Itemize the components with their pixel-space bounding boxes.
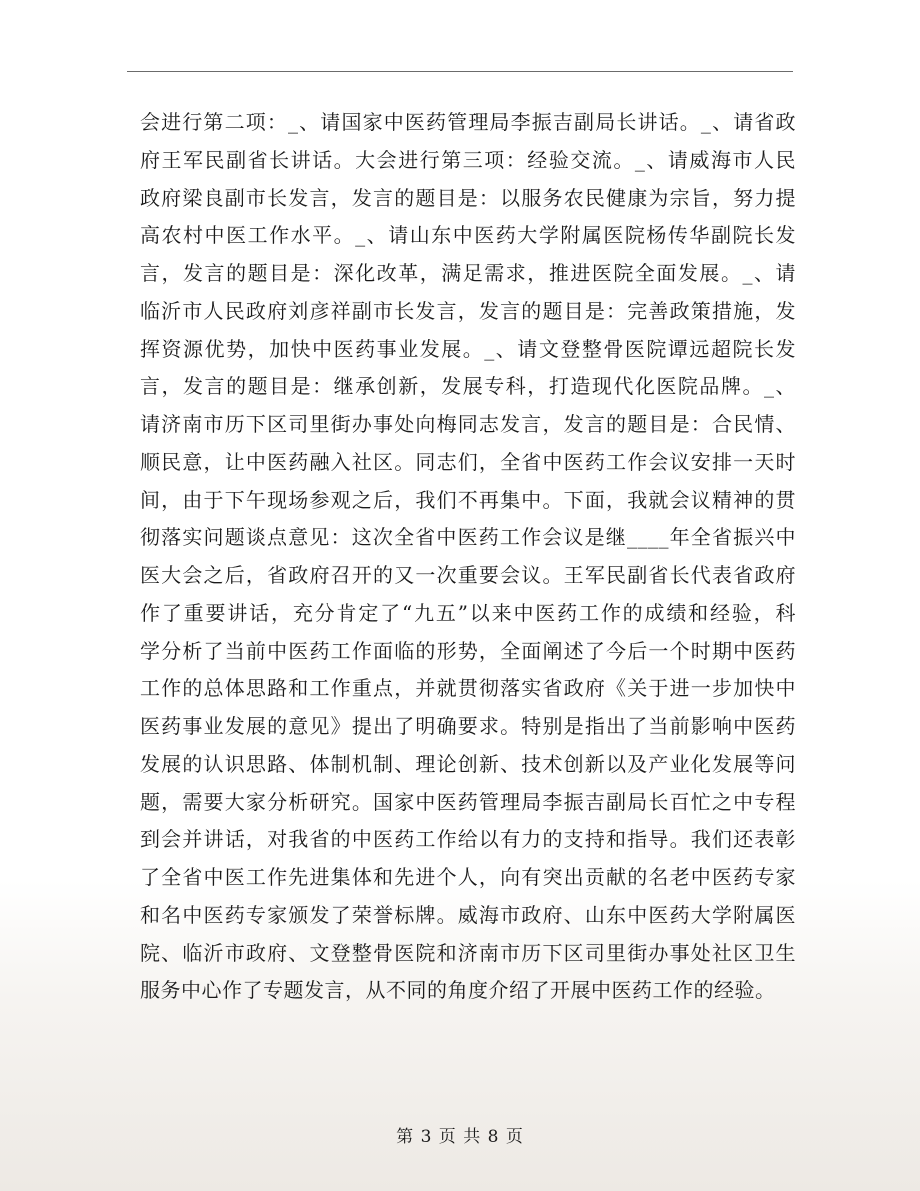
text-line-12: 彻落实问题谈点意见：这次全省中医药工作会议是继____年全省振兴中 [140,525,796,550]
text-line-20: 到会并讲话，对我省的中医药工作给以有力的支持和指导。我们还表彰 [140,827,796,852]
text-line-6: 临沂市人民政府刘彦祥副市长发言，发言的题目是：完善政策措施，发 [140,298,796,323]
text-line-1: 会进行第二项：_、请国家中医药管理局李振吉副局长讲话。_、请省政 [140,110,796,134]
text-line-23: 院、临沂市政府、文登整骨医院和济南市历下区司里街办事处社区卫生 [140,940,796,965]
text-line-15: 学分析了当前中医药工作面临的形势，全面阐述了今后一个时期中医药 [140,638,796,663]
body-text [140,104,796,1010]
text-line-24: 服务中心作了专题发言，从不同的角度介绍了开展中医药工作的经验。 [140,978,776,1003]
text-line-7: 挥资源优势，加快中医药事业发展。_、请文登整骨医院谭远超院长发 [140,336,796,361]
page-footer: 第 3 页 共 8 页 [396,1127,524,1147]
text-line-10: 顺民意，让中医药融入社区。同志们，全省中医药工作会议安排一天时 [140,449,796,474]
text-line-16: 工作的总体思路和工作重点，并就贯彻落实省政府《关于进一步加快中 [140,676,796,701]
text-line-2: 府王军民副省长讲话。大会进行第三项：经验交流。_、请威海市人民 [140,147,796,172]
text-line-17: 医药事业发展的意见》提出了明确要求。特别是指出了当前影响中医药 [140,714,796,738]
text-line-9: 请济南市历下区司里街办事处向梅同志发言，发言的题目是：合民情、 [140,412,796,436]
text-line-11: 间，由于下午现场参观之后，我们不再集中。下面，我就会议精神的贯 [140,487,796,512]
text-line-13: 医大会之后，省政府召开的又一次重要会议。王军民副省长代表省政府 [140,563,796,587]
text-line-4: 高农村中医工作水平。_、请山东中医药大学附属医院杨传华副院长发 [140,223,796,248]
text-line-18: 发展的认识思路、体制机制、理论创新、技术创新以及产业化发展等问 [140,751,796,776]
text-line-5: 言，发言的题目是：深化改革，满足需求，推进医院全面发展。_、请 [140,261,796,285]
text-line-14: 作了重要讲话，充分肯定了“九五”以来中医药工作的成绩和经验，科 [140,600,796,625]
text-line-21: 了全省中医工作先进集体和先进个人，向有突出贡献的名老中医药专家 [140,865,796,889]
text-line-22: 和名中医药专家颁发了荣誉标牌。威海市政府、山东中医药大学附属医 [140,902,796,927]
text-line-19: 题，需要大家分析研究。国家中医药管理局李振吉副局长百忙之中专程 [140,789,796,814]
header-rule [127,71,793,72]
text-line-8: 言，发言的题目是：继承创新，发展专科，打造现代化医院品牌。_、 [140,374,796,399]
text-line-3: 政府梁良副市长发言，发言的题目是：以服务农民健康为宗旨，努力提 [140,185,796,210]
